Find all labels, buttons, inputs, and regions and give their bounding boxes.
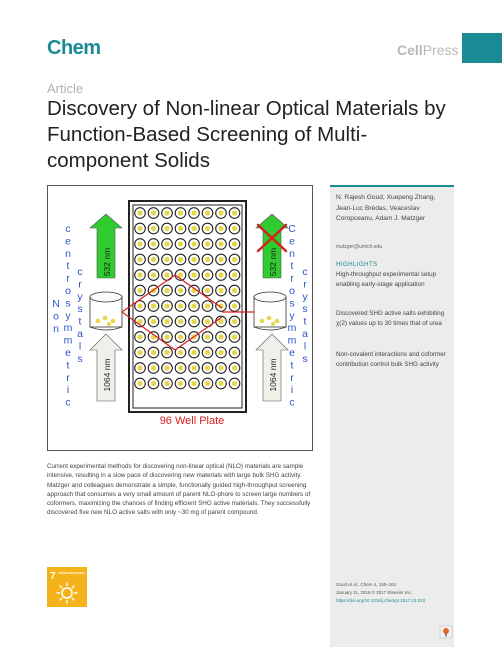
sun-icon (47, 567, 104, 607)
well-sample (191, 365, 196, 370)
sidebar-panel (330, 185, 454, 647)
figure-label-letter: e (289, 347, 295, 359)
well-sample (205, 319, 210, 324)
well-sample (178, 288, 183, 293)
well-sample (151, 257, 156, 262)
well-sample (164, 334, 169, 339)
figure-label-letter: r (290, 272, 294, 285)
well-sample (232, 272, 237, 277)
well-sample (205, 303, 210, 308)
citation-line: Goud et al., Chem 4, 150–161 (336, 582, 397, 587)
plate-caption: 96 Well Plate (159, 415, 225, 427)
article-title: Discovery of Non-linear Optical Materials by Function-Based Screening of Multi-component Solids (47, 97, 446, 172)
figure-label-letter: i (290, 384, 294, 397)
well-sample (218, 241, 223, 246)
figure-label-letter: r (66, 371, 70, 384)
well-sample (164, 303, 169, 308)
figure-label-letter: t (66, 260, 70, 273)
well-sample (164, 365, 169, 370)
right-vial-icon (254, 292, 286, 330)
figure-label-letter: e (65, 235, 71, 248)
publisher-cell: Cell (397, 42, 423, 58)
well-sample (191, 226, 196, 231)
figure-label-letter: t (303, 315, 307, 328)
header-accent-block (462, 33, 502, 63)
well-sample (232, 350, 237, 355)
well-sample (178, 303, 183, 308)
publisher-logo (397, 42, 458, 58)
well-sample (191, 257, 196, 262)
figure-label-letter: c (77, 266, 83, 278)
figure-label-letter: y (289, 309, 295, 322)
left-crystals-label (77, 266, 83, 365)
figure-label-letter: s (65, 297, 71, 310)
well-sample (151, 210, 156, 215)
well-sample (232, 365, 237, 370)
well-sample (232, 334, 237, 339)
left-green-arrow-label: 532 nm (102, 247, 112, 277)
well-sample (137, 365, 142, 370)
well-sample (218, 350, 223, 355)
highlight-item: Non-covalent interactions and coformer contribution control bulk SHG activity (336, 351, 446, 368)
figure-label-letter: o (289, 285, 295, 297)
well-sample (151, 303, 156, 308)
well-sample (137, 241, 142, 246)
well-sample (164, 288, 169, 293)
well-sample (218, 257, 223, 262)
left-centrosymmetric-label (64, 223, 73, 409)
figure-label-letter: c (65, 223, 71, 235)
figure-label-letter: i (66, 384, 70, 397)
well-sample (218, 288, 223, 293)
well-sample (232, 226, 237, 231)
figure-label-letter: n (65, 247, 71, 260)
well-sample (178, 365, 183, 370)
well-sample (205, 381, 210, 386)
article-type-label: Article (47, 81, 84, 96)
figure-label-letter: y (77, 290, 83, 303)
well-sample (178, 319, 183, 324)
figure-label-letter: r (66, 272, 70, 285)
figure-label-letter: m (63, 334, 73, 347)
figure-label-letter: o (65, 285, 71, 297)
citation-line: January 11, 2018 © 2017 Elsevier Inc. (336, 590, 413, 595)
correspondence-email[interactable]: matzger@umich.edu (336, 244, 383, 250)
well-sample (218, 334, 223, 339)
journal-name: Chem (47, 37, 101, 59)
well-sample (218, 365, 223, 370)
well-sample (151, 365, 156, 370)
figure-label-letter: t (66, 359, 70, 372)
figure-label-letter: t (78, 315, 82, 328)
well-sample (218, 381, 223, 386)
figure-label-letter: m (287, 322, 297, 335)
publisher-press: Press (422, 42, 459, 58)
figure-label-letter: t (290, 359, 294, 372)
well-sample (178, 226, 183, 231)
abstract-text: Current experimental methods for discovering non-linear optical (NLO) materials are sample intensive, resulting in a slow pace of discovering new materials with large bulk SHG activity. Matzger and colleagues demonstrate a simple, functionally guided high-throughput screening approach that consumes a very small amount of parent NLO-phore to screen large numbers of coformers, maximizing the chances of finding efficient SHG active materials. They successfully discovered five new NLO active salts with only ~30 mg of parent compound. (47, 463, 311, 517)
well-sample (178, 210, 183, 215)
well-sample (218, 210, 223, 215)
citation-block (336, 581, 452, 605)
well-sample (191, 210, 196, 215)
figure-label-letter: m (63, 322, 73, 335)
well-sample (137, 288, 142, 293)
well-sample (205, 272, 210, 277)
sdg-badge[interactable] (47, 567, 104, 607)
well-sample (137, 381, 142, 386)
well-sample (205, 226, 210, 231)
well-sample (191, 350, 196, 355)
well-sample (178, 381, 183, 386)
right-green-arrow-label: 532 nm (268, 247, 278, 277)
well-sample (191, 272, 196, 277)
well-sample (164, 381, 169, 386)
well-sample (164, 350, 169, 355)
well-sample (164, 319, 169, 324)
well-sample (232, 257, 237, 262)
well-sample (232, 241, 237, 246)
figure-label-letter: s (77, 303, 83, 316)
well-sample (205, 257, 210, 262)
well-sample (137, 272, 142, 277)
well-sample (137, 210, 142, 215)
well-sample (178, 350, 183, 355)
well-sample (178, 334, 183, 339)
figure-label-letter: r (78, 278, 82, 291)
well-sample (137, 303, 142, 308)
figure-label-letter: m (287, 334, 297, 347)
well-sample (178, 241, 183, 246)
right-gray-arrow-label: 1064 nm (268, 358, 278, 392)
graphical-abstract-figure (47, 185, 313, 451)
figure-label-letter: e (65, 347, 71, 359)
well-sample (151, 272, 156, 277)
well-sample (137, 257, 142, 262)
figure-label-letter: a (302, 328, 308, 340)
doi-link[interactable]: https://doi.org/10.1016/j.chempr.2017.12.010 (336, 598, 426, 603)
figure-label-letter: c (65, 396, 71, 409)
well-sample (191, 303, 196, 308)
well-sample (191, 319, 196, 324)
well-sample (178, 257, 183, 262)
highlight-item: Discovered SHG active salts exhibiting χ(2) values up to 30 times that of urea (336, 310, 445, 327)
well-sample (151, 350, 156, 355)
well-sample (232, 303, 237, 308)
left-vial-icon (90, 292, 122, 330)
well-sample (151, 319, 156, 324)
right-centrosymmetric-label (288, 223, 297, 409)
figure-label-letter: s (289, 297, 295, 310)
left-non-label (52, 298, 60, 335)
well-sample (164, 257, 169, 262)
figure-label-letter: n (53, 322, 59, 335)
author-list: N. Rajesh Goud, Xuepeng Zhang, Jean-Luc Brédas, Veaceslav Coropceanu, Adam J. Matzger (336, 194, 436, 222)
figure-label-letter: c (289, 396, 295, 409)
well-sample (218, 226, 223, 231)
well-sample (191, 241, 196, 246)
well-sample (178, 272, 183, 277)
figure-label-letter: r (290, 371, 294, 384)
well-sample (151, 381, 156, 386)
figure-label-letter: l (303, 340, 307, 353)
figure-label-letter: s (302, 303, 308, 316)
figure-label-letter: y (65, 309, 71, 322)
well-plate-outer (129, 201, 246, 412)
well-sample (164, 210, 169, 215)
well-sample (151, 241, 156, 246)
well-sample (232, 288, 237, 293)
sdg-number: 7 (50, 571, 56, 582)
figure-label-letter: a (77, 328, 83, 340)
well-sample (205, 350, 210, 355)
well-sample (164, 226, 169, 231)
figure-label-letter: y (302, 290, 308, 303)
well-sample (191, 381, 196, 386)
figure-label-letter: n (289, 247, 295, 260)
figure-label-letter: s (77, 352, 83, 365)
well-sample (164, 241, 169, 246)
well-sample (205, 334, 210, 339)
well-sample (232, 381, 237, 386)
figure-label-letter: o (53, 310, 59, 323)
right-crystals-label (302, 266, 308, 365)
well-sample (151, 226, 156, 231)
figure-label-letter: N (52, 298, 60, 310)
well-sample (232, 319, 237, 324)
well-sample (137, 350, 142, 355)
sdg-label: AFFORDABLE AND CLEAN ENERGY (58, 572, 104, 575)
figure-label-letter: c (302, 266, 308, 278)
figure-label-letter: C (288, 223, 296, 235)
highlights-heading: HIGHLIGHTS (336, 261, 378, 268)
well-sample (137, 334, 142, 339)
well-sample (164, 272, 169, 277)
figure-label-letter: e (289, 235, 295, 248)
figure-label-letter: r (303, 278, 307, 291)
well-sample (137, 226, 142, 231)
well-sample (205, 365, 210, 370)
well-sample (232, 210, 237, 215)
elsevier-tree-icon (440, 626, 452, 638)
figure-label-letter: s (302, 352, 308, 365)
well-sample (205, 288, 210, 293)
left-gray-arrow-label: 1064 nm (102, 358, 112, 392)
well-sample (205, 241, 210, 246)
well-sample (205, 210, 210, 215)
figure-label-letter: t (290, 260, 294, 273)
well-sample (218, 272, 223, 277)
figure-label-letter: l (78, 340, 82, 353)
highlight-item: High-throughput experimental setup enabling early-stage application (336, 271, 437, 288)
